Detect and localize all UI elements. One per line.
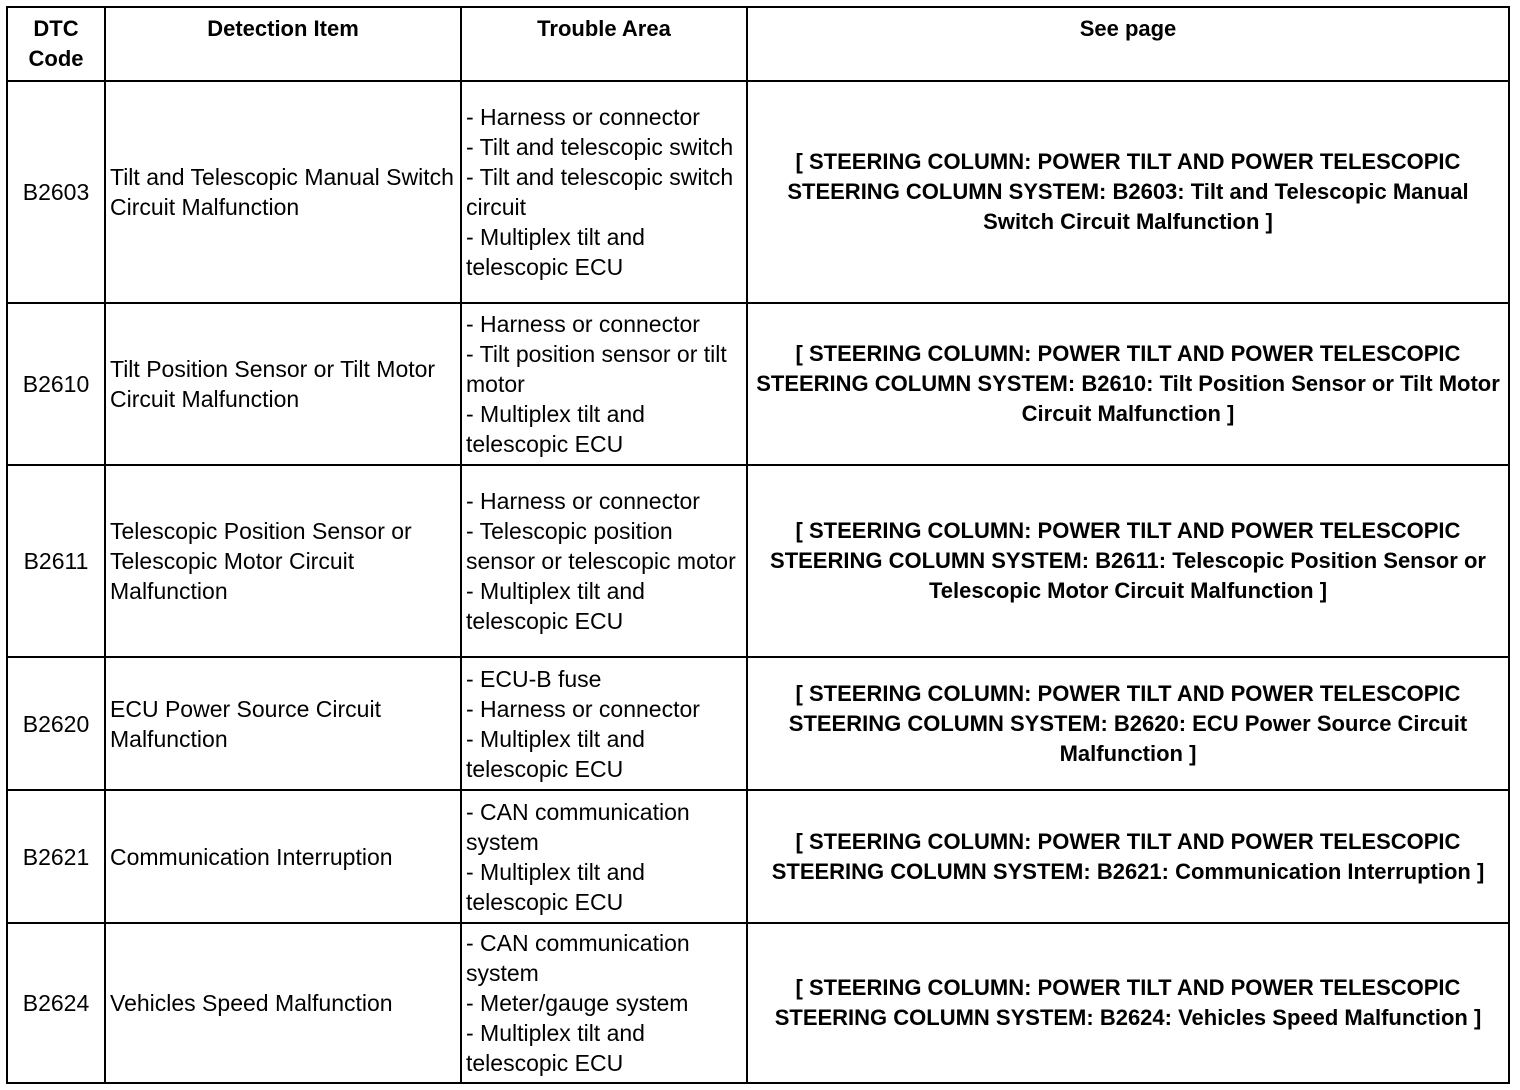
dtc-code-cell: B2624 — [7, 923, 105, 1083]
detection-item-cell: Tilt and Telescopic Manual Switch Circuit Malfunction — [105, 81, 461, 303]
header-row — [7, 7, 1509, 81]
see-page-link[interactable]: [ STEERING COLUMN: POWER TILT AND POWER TELESCOPIC STEERING COLUMN SYSTEM: B2603: Tilt and Telescopic Manual Switch Circuit Malfunction ] — [747, 81, 1509, 303]
dtc-table — [6, 6, 1510, 1084]
trouble-area-cell — [461, 790, 747, 923]
trouble-area-item: - Meter/gauge system — [466, 990, 689, 1016]
dtc-code-cell: B2620 — [7, 657, 105, 790]
trouble-area-item: - Tilt position sensor or tilt motor — [466, 341, 727, 397]
table-row — [7, 465, 1509, 657]
trouble-area-item: - Multiplex tilt and telescopic ECU — [466, 858, 645, 915]
trouble-area-cell — [461, 657, 747, 790]
table-header — [7, 7, 1509, 81]
table-body — [7, 81, 1509, 1083]
trouble-area-cell — [461, 923, 747, 1083]
trouble-area-item: - CAN communication system — [466, 930, 690, 986]
detection-item-cell: ECU Power Source Circuit Malfunction — [105, 657, 461, 790]
trouble-area-item: - Telescopic position sensor or telescopic motor — [466, 518, 736, 574]
trouble-area-item: - Multiplex tilt and telescopic ECU — [466, 725, 645, 782]
table-row — [7, 657, 1509, 790]
trouble-area-item: - Tilt and telescopic switch circuit — [466, 164, 734, 220]
see-page-link[interactable]: [ STEERING COLUMN: POWER TILT AND POWER TELESCOPIC STEERING COLUMN SYSTEM: B2621: Communication Interruption ] — [747, 790, 1509, 923]
trouble-area-item: - Tilt and telescopic switch — [466, 134, 734, 160]
header-dtc-code-line-2: Code — [28, 46, 84, 71]
see-page-link[interactable]: [ STEERING COLUMN: POWER TILT AND POWER TELESCOPIC STEERING COLUMN SYSTEM: B2620: ECU Power Source Circuit Malfunction ] — [747, 657, 1509, 790]
table-row — [7, 790, 1509, 923]
table-row — [7, 81, 1509, 303]
trouble-area-item: - Multiplex tilt and telescopic ECU — [466, 224, 645, 280]
dtc-code-cell: B2603 — [7, 81, 105, 303]
table-row — [7, 303, 1509, 465]
dtc-code-cell: B2610 — [7, 303, 105, 465]
header-dtc-code — [7, 7, 105, 81]
trouble-area-item: - Multiplex tilt and telescopic ECU — [466, 578, 645, 634]
see-page-link[interactable]: [ STEERING COLUMN: POWER TILT AND POWER TELESCOPIC STEERING COLUMN SYSTEM: B2611: Telescopic Position Sensor or Telescopic Motor Circuit Malfunction ] — [747, 465, 1509, 657]
trouble-area-item: - Harness or connector — [466, 104, 700, 130]
trouble-area-item: - Multiplex tilt and telescopic ECU — [466, 1020, 645, 1076]
header-trouble-area: Trouble Area — [461, 7, 747, 81]
trouble-area-item: - CAN communication system — [466, 798, 690, 855]
header-dtc-code-line-1: DTC — [33, 16, 79, 41]
detection-item-cell: Telescopic Position Sensor or Telescopic Motor Circuit Malfunction — [105, 465, 461, 657]
detection-item-cell: Communication Interruption — [105, 790, 461, 923]
trouble-area-item: - Harness or connector — [466, 311, 700, 337]
trouble-area-cell — [461, 81, 747, 303]
trouble-area-item: - ECU-B fuse — [466, 665, 602, 692]
see-page-link[interactable]: [ STEERING COLUMN: POWER TILT AND POWER TELESCOPIC STEERING COLUMN SYSTEM: B2610: Tilt Position Sensor or Tilt Motor Circuit Malfunction ] — [747, 303, 1509, 465]
trouble-area-cell — [461, 465, 747, 657]
detection-item-cell: Tilt Position Sensor or Tilt Motor Circuit Malfunction — [105, 303, 461, 465]
header-see-page: See page — [747, 7, 1509, 81]
trouble-area-item: - Multiplex tilt and telescopic ECU — [466, 401, 645, 457]
table-row — [7, 923, 1509, 1083]
dtc-code-cell: B2611 — [7, 465, 105, 657]
trouble-area-cell — [461, 303, 747, 465]
dtc-code-cell: B2621 — [7, 790, 105, 923]
header-detection-item: Detection Item — [105, 7, 461, 81]
see-page-link[interactable]: [ STEERING COLUMN: POWER TILT AND POWER TELESCOPIC STEERING COLUMN SYSTEM: B2624: Vehicles Speed Malfunction ] — [747, 923, 1509, 1083]
trouble-area-item: - Harness or connector — [466, 695, 700, 722]
detection-item-cell: Vehicles Speed Malfunction — [105, 923, 461, 1083]
trouble-area-item: - Harness or connector — [466, 488, 700, 514]
